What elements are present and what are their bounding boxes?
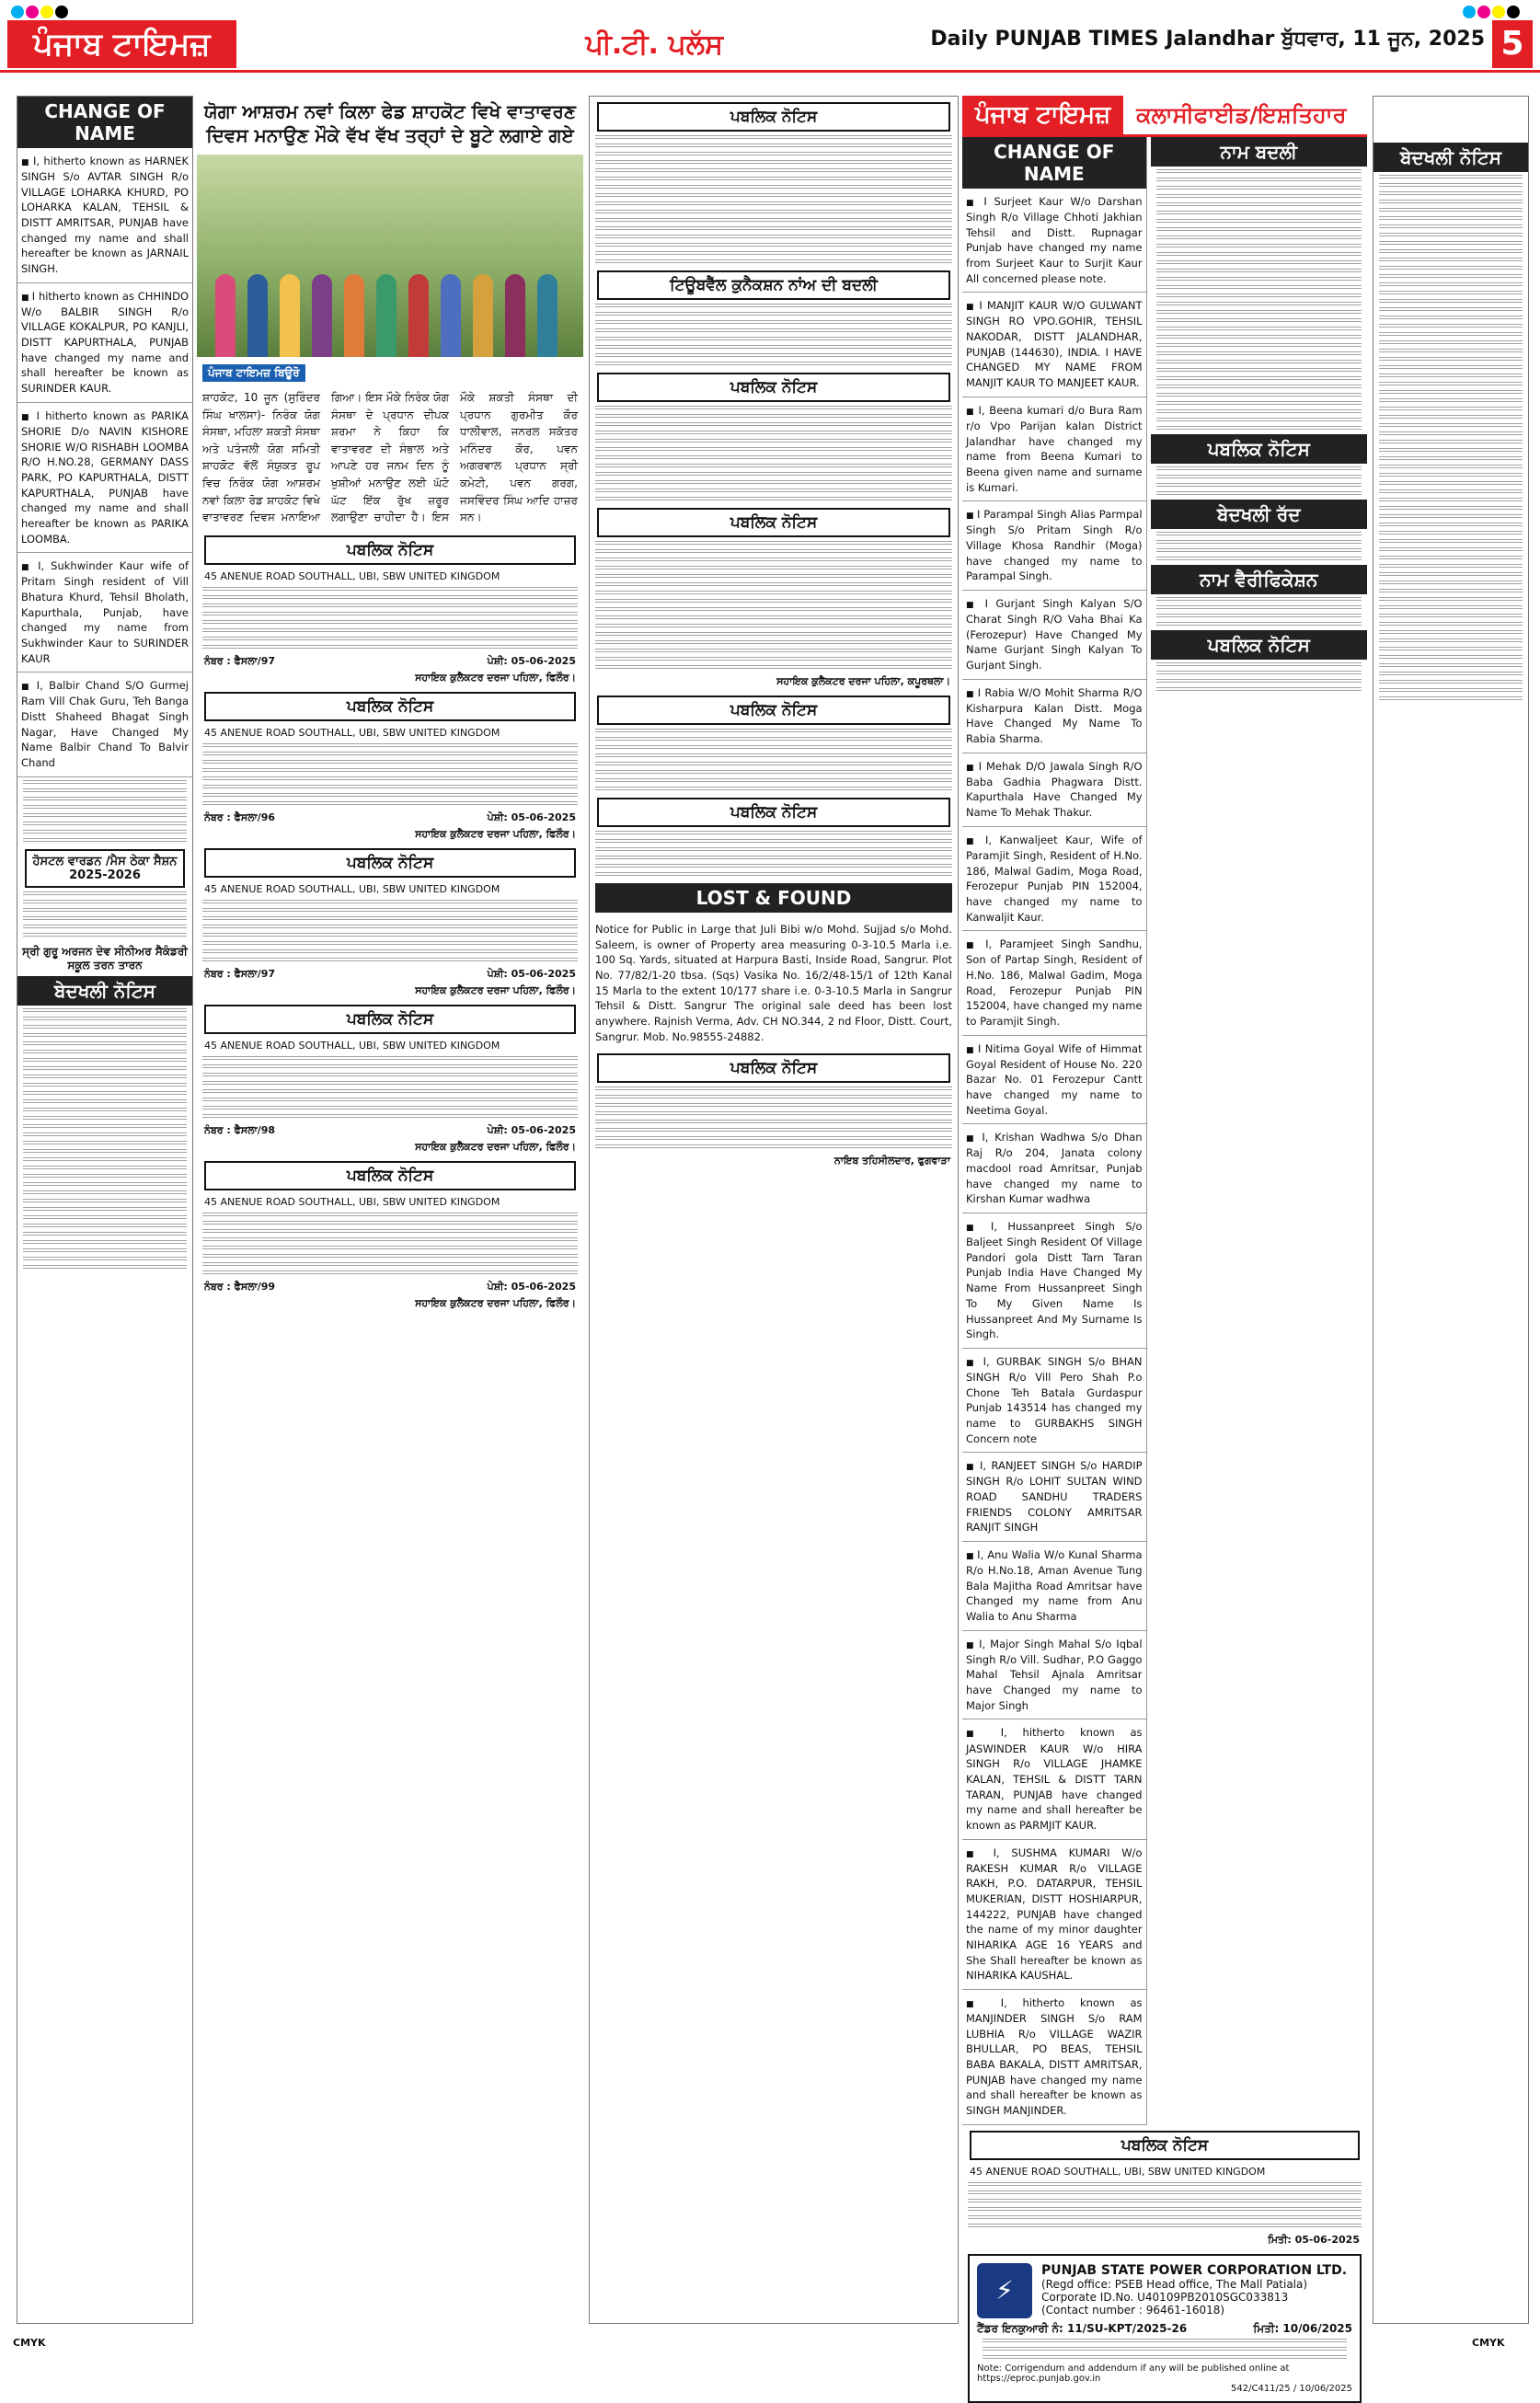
notice-item: ■ I, Paramjeet Singh Sandhu, Son of Partap Singh, Resident of H.No. 186, Malwal Gadim, Moga Road, Ferozepur Punjab PIN 152004, have changed my name to Paramjit Singh. [962,931,1146,1035]
notice-item: ■ I hitherto known as PARIKA SHORIE D/o NAVIN KISHORE SHORIE W/O RISHABH LOOMBA R/O H.NO.28, GERMANY DASS PARK, PO KAPURTHALA, DISTT KAPURTHALA, PUNJAB have changed my name and shall hereafter be known as PARIKA LOOMBA. [17,403,192,553]
change-of-name-title: CHANGE OF NAME [17,97,192,148]
bedakhli-radd-title: ਬੇਦਖਲੀ ਰੱਦ [1151,500,1367,529]
brand-logo: ਪੰਜਾਬ ਟਾਇਮਜ਼ [7,20,236,68]
public-notice-title: ਪਬਲਿਕ ਨੋਟਿਸ [204,848,576,878]
notice-date: ਪੇਸ਼ੀ: 05-06-2025 [487,654,576,667]
pspcl-date: ਮਿਤੀ: 10/06/2025 [1253,2321,1352,2335]
notice-item: ■ I, Kanwaljeet Kaur, Wife of Paramjit Singh, Resident of H.No. 186, Malwal Gadim, Moga Road, Ferozepur Punjab PIN 152004, have changed my name to Kanwaljit Kaur. [962,827,1146,931]
column-public-notices [589,96,959,2324]
public-notice-title: ਪਬਲਿਕ ਨੋਟਿਸ [597,798,950,827]
authority: ਸਹਾਇਕ ਕੁਲੈਕਟਰ ਦਰਜਾ ਪਹਿਲਾ, ਫਿਲੌਰ। [415,1140,576,1153]
hostel-title: ਹੋਸਟਲ ਵਾਰਡਨ /ਮੈਸ ਠੇਕਾ ਸੈਸ਼ਨ 2025-2026 [25,849,185,888]
news-photo [197,155,583,357]
notice-ref: ਨੰਬਰ : ਫੈਸਲਾ/97 [204,967,276,980]
notice-item: ■ I, hitherto known as HARNEK SINGH S/o AVTAR SINGH R/o VILLAGE LOHARKA KHURD, PO LOHARKA KALAN, TEHSIL & DISTT AMRITSAR, PUNJAB have changed my name and shall hereafter be known as JARNAIL SINGH. [17,148,192,283]
notice-ref: ਨੰਬਰ : ਫੈਸਲਾ/97 [204,654,276,667]
address-line: 45 ANENUE ROAD SOUTHALL, UBI, SBW UNITED KINGDOM [204,1039,500,1052]
public-notice-title: ਪਬਲਿਕ ਨੋਟਿਸ [597,508,950,537]
notice-item: ■ I Parampal Singh Alias Parmpal Singh S/o Pritam Singh R/o Village Khosa Randhir (Moga) have changed my name to Parampal Singh. [962,501,1146,591]
public-notice-title: ਪਬਲਿਕ ਨੋਟਿਸ [597,696,950,725]
bedakhli-title: ਬੇਦਖਲੀ ਨੋਟਿਸ [1373,143,1528,172]
notice-item: ■ I Rabia W/O Mohit Sharma R/O Kisharpura Kalan Distt. Moga Have Changed My Name To Rabia Sharma. [962,680,1146,753]
naam-badli-title: ਨਾਮ ਬਦਲੀ [1151,137,1367,167]
notice-item: ■ I, Krishan Wadhwa S/o Dhan Raj R/o 204, Janata colony macdool road Amritsar, Punjab have changed my name to Kirshan Kumar wadhwa [962,1124,1146,1213]
public-notice-title: ਪਬਲਿਕ ਨੋਟਿਸ [597,373,950,402]
pspcl-corp-id: Corporate ID.No. U40109PB2010SGC033813 [1041,2290,1289,2304]
footer-mark-left: CMYK [13,2337,46,2349]
registration-mark-left [11,6,70,18]
change-of-name-title: CHANGE OF NAME [962,137,1146,189]
pspcl-note: Note: Corrigendum and addendum if any will be published online at https://eproc.punjab.gov.in [977,2363,1290,2384]
notice-date: ਪੇਸ਼ੀ: 05-06-2025 [487,1280,576,1293]
notice-ref: ਨੰਬਰ : ਫੈਸਲਾ/98 [204,1123,276,1136]
page-number: 5 [1492,20,1533,68]
registration-mark-right [1463,6,1522,18]
notice-item: ■ I, hitherto known as MANJINDER SINGH S/o RAM LUBHIA R/o VILLAGE WAZIR BHULLAR, PO BEAS, TEHSIL BABA BAKALA, DISTT AMRITSAR, PUNJAB have changed my name and shall hereafter be known as SINGH MANJINDER. [962,1990,1146,2125]
public-notice-title: ਪਬਲਿਕ ਨੋਟਿਸ [970,2131,1360,2160]
public-notice-title: ਪਬਲਿਕ ਨੋਟਿਸ [204,1005,576,1034]
pspcl-contact: (Contact number : 96461-16018) [1041,2303,1225,2317]
authority: ਸਹਾਇਕ ਕੁਲੈਕਟਰ ਦਰਜਾ ਪਹਿਲਾ, ਫਿਲੌਰ। [415,983,576,996]
signature: ਸਹਾਇਕ ਕੁਲੈਕਟਰ ਦਰਜਾ ਪਹਿਲਾ, ਕਪੂਰਥਲਾ। [776,675,950,687]
lost-found-title: LOST & FOUND [595,883,952,913]
notice-item: ■ I, Sukhwinder Kaur wife of Pritam Singh resident of Vill Bhatura Khurd, Tehsil Bholath, Kapurthala, Punjab, have changed my name from Sukhwinder Kaur to SURINDER KAUR [17,553,192,673]
notice-date: ਪੇਸ਼ੀ: 05-06-2025 [487,967,576,980]
authority: ਸਹਾਇਕ ਕੁਲੈਕਟਰ ਦਰਜਾ ਪਹਿਲਾ, ਫਿਲੌਰ। [415,1296,576,1309]
public-notice-title: ਪਬਲਿਕ ਨੋਟਿਸ [204,535,576,565]
authority: ਸਹਾਇਕ ਕੁਲੈਕਟਰ ਦਰਜਾ ਪਹਿਲਾ, ਫਿਲੌਰ। [415,671,576,684]
public-notice-title: ਪਬਲਿਕ ਨੋਟਿਸ [204,1161,576,1190]
notice-item: ■ I Surjeet Kaur W/o Darshan Singh R/o Village Chhoti Jakhian Tehsil and Distt. Rupnagar Punjab have changed my name from Surjeet Kaur to Surjit Kaur All concerned please note. [962,189,1146,293]
masthead [0,20,1540,68]
lightning-icon: ⚡ [977,2263,1032,2318]
signature: ਨਾਇਬ ਤਹਿਸੀਲਦਾਰ, ਫੁਗਵਾੜਾ [833,1155,950,1167]
notice-item: ■ I, Anu Walia W/o Kunal Sharma R/o H.No.18, Aman Avenue Tung Bala Majitha Road Amritsar have Changed my name from Anu Walia to Anu Sharma [962,1542,1146,1631]
news-body: ਸ਼ਾਹਕੋਟ, 10 ਜੂਨ (ਸੁਰਿੰਦਰ ਸਿੰਘ ਖਾਲਸਾ)- ਨਿਰੰਕ ਯੋਗ ਸੰਸਥਾ, ਮਹਿਲਾ ਸ਼ਕਤੀ ਸੰਸਥਾ ਅਤੇ ਪਤੰਜਲੀ ਯੋਗ ਸਮਿਤੀ ਸ਼ਾਹਕੋਟ ਵੱਲੋਂ ਸੰਯੁਕਤ ਰੂਪ ਵਿਚ ਨਿਰੰਕ ਯੋਗ ਆਸ਼ਰਮ ਨਵਾਂ ਕਿਲਾ ਰੋਡ ਸ਼ਾਹਕੋਟ ਵਿਖੇ ਵਾਤਾਵਰਣ ਦਿਵਸ ਮਨਾਇਆ ਗਿਆ। ਇਸ ਮੌਕੇ ਨਿਰੰਕ ਯੋਗ ਸੰਸਥਾ ਦੇ ਪ੍ਰਧਾਨ ਦੀਪਕ ਸ਼ਰਮਾ ਨੇ ਕਿਹਾ ਕਿ ਵਾਤਾਵਰਣ ਦੀ ਸੰਭਾਲ ਅਤੇ ਆਪਣੇ ਹਰ ਜਨਮ ਦਿਨ ਨੂੰ ਖੁਸ਼ੀਆਂ ਮਨਾਉਣ ਲਈ ਘੱਟੋ ਘੱਟ ਇੱਕ ਰੁੱਖ ਜ਼ਰੂਰ ਲਗਾਉਣਾ ਚਾਹੀਦਾ ਹੈ। ਇਸ ਮੌਕੇ ਸ਼ਕਤੀ ਸੰਸਥਾ ਦੀ ਪ੍ਰਧਾਨ ਗੁਰਮੀਤ ਕੌਰ ਧਾਲੀਵਾਲ, ਜਨਰਲ ਸਕੱਤਰ ਮਨਿੰਦਰ ਕੌਰ, ਪਵਨ ਅਗਰਵਾਲ ਪ੍ਰਧਾਨ ਸ੍ਰੀ ਕਮੇਟੀ, ਪਵਨ ਗਰਗ, ਜਸਵਿੰਦਰ ਸਿੰਘ ਆਦਿ ਹਾਜ਼ਰ ਸਨ। [202,391,578,524]
notice-item: ■ I, Major Singh Mahal S/o Iqbal Singh R/o Vill. Sudhar, P.O Gaggo Mahal Tehsil Ajnala Amritsar have Changed my name to Major Singh [962,1631,1146,1720]
lost-found-text: Notice for Public in Large that Juli Bibi w/o Mohd. Sujjad s/o Mohd. Saleem, is owner of Property area measuring 0-3-10.5 Marla i.e. 100 Sq. Yards, situated at Harpura Basti, Inside Road, Sangrur. Plot No. 77/82/1-20 tbsa. (Sqs) Vasika No. 16/2/48-15/1 of 12th Kanal 15 Marla to the extent 10/177 share i.e. 0-3-10.5 Marla in Sangrur Tehsil & Distt. Sangrur The original sale deed has been lost anywhere. Rajnish Verma, Adv. CH NO.344, 2 nd Floor, Distt. Court, Sangrur. Mob. No.98555-24882. [595,923,952,1043]
address-line: 45 ANENUE ROAD SOUTHALL, UBI, SBW UNITED KINGDOM [204,1195,500,1208]
dateline: Daily PUNJAB TIMES Jalandhar ਬੁੱਧਵਾਰ, 11 ਜੂਨ, 2025 [930,28,1485,51]
tubewell-title: ਟਿਊਬਵੈੱਲ ਕੁਨੈਕਸ਼ਨ ਨਾਂਅ ਦੀ ਬਦਲੀ [597,270,950,300]
classified-section: ਕਲਾਸੀਫਾਈਡ/ਇਸ਼ਤਿਹਾਰ [1136,102,1347,128]
byline-badge: ਪੰਜਾਬ ਟਾਇਮਜ਼ ਬਿਊਰੋ [202,364,305,382]
address-line: 45 ANENUE ROAD SOUTHALL, UBI, SBW UNITED KINGDOM [970,2165,1266,2178]
pspcl-tender-no: ਟੈਂਡਰ ਇਨਕੁਆਰੀ ਨੰ: 11/SU-KPT/2025-26 [977,2321,1188,2335]
notice-item: ■ I, SUSHMA KUMARI W/o RAKESH KUMAR R/o VILLAGE RAKH, P.O. DATARPUR, TEHSIL MUKERIAN, DISTT HOSHIARPUR, 144222, PUNJAB have changed the name of my minor daughter NIHARIKA AGE 16 YEARS and She Shall hereafter be known as NIHARIKA KAUSHAL. [962,1840,1146,1990]
section-title: ਪੀ.ਟੀ. ਪਲੱਸ [585,28,724,61]
notice-date: ਪੇਸ਼ੀ: 05-06-2025 [487,811,576,823]
notice-date: ਪੇਸ਼ੀ: 05-06-2025 [487,1123,576,1136]
notice-item: ■ I Nitima Goyal Wife of Himmat Goyal Resident of House No. 220 Bazar No. 01 Ferozepur Cantt have changed my name to Neetima Goyal. [962,1036,1146,1125]
notice-item: ■ I Mehak D/O Jawala Singh R/O Baba Gadhia Phagwara Distt. Kapurthala Have Changed My Name To Mehak Thakur. [962,753,1146,827]
address-line: 45 ANENUE ROAD SOUTHALL, UBI, SBW UNITED KINGDOM [204,726,500,739]
notice-item: ■ I, Beena kumari d/o Bura Ram r/o Vpo Parijan kalan District Jalandhar have changed my name from Beena Kumari to Beena given name and surname is Kumari. [962,397,1146,501]
header-rule [0,70,1540,73]
classified-header [962,96,1367,137]
pspcl-name: PUNJAB STATE POWER CORPORATION LTD. [1041,2262,1348,2278]
footer-mark-right: CMYK [1472,2337,1505,2349]
school-name: ਸ੍ਰੀ ਗੁਰੂ ਅਰਜਨ ਦੇਵ ਸੀਨੀਅਰ ਸੈਕੰਡਰੀ ਸਕੂਲ ਤਰਨ ਤਾਰਨ [22,944,188,972]
notice-item: ■ I, Hussanpreet Singh S/o Baljeet Singh Resident Of Village Pandori gola Distt Tarn Taran Punjab India Have Changed My Name From Hussanpreet Singh To My Given Name Is Hussanpreet And My Surname Is Singh. [962,1213,1146,1349]
pspcl-office: (Regd office: PSEB Head office, The Mall Patiala) [1041,2277,1308,2291]
notice-date: ਮਿਤੀ: 05-06-2025 [1268,2233,1360,2246]
notice-item: ■ I, RANJEET SINGH S/o HARDIP SINGH R/o LOHIT SULTAN WIND ROAD SANDHU TRADERS FRIENDS COLONY AMRITSAR RANJIT SINGH [962,1453,1146,1542]
public-notice-title: ਪਬਲਿਕ ਨੋਟਿਸ [597,102,950,132]
public-notice-title: ਪਬਲਿਕ ਨੋਟਿਸ [204,692,576,721]
bedakhli-title: ਬੇਦਖਲੀ ਨੋਟਿਸ [17,976,192,1006]
notice-item: ■ I MANJIT KAUR W/O GULWANT SINGH RO VPO.GOHIR, TEHSIL NAKODAR, DISTT JALANDHAR, PUNJAB (144630), INDIA. I HAVE CHANGED MY NAME FROM MANJIT KAUR TO MANJEET KAUR. [962,293,1146,397]
address-line: 45 ANENUE ROAD SOUTHALL, UBI, SBW UNITED KINGDOM [204,882,500,895]
public-notice-title: ਪਬਲਿਕ ਨੋਟਿਸ [1151,434,1367,464]
authority: ਸਹਾਇਕ ਕੁਲੈਕਟਰ ਦਰਜਾ ਪਹਿਲਾ, ਫਿਲੌਰ। [415,827,576,840]
notice-item: ■ I, GURBAK SINGH S/o BHAN SINGH R/o Vill Pero Shah P.o Chone Teh Batala Gurdaspur Punjab 143514 has changed my name to GURBAKHS SINGH Concern note [962,1349,1146,1453]
pspcl-footer-ref: 542/C411/25 / 10/06/2025 [1231,2383,1352,2394]
column-news-and-notices [197,96,583,2322]
notice-item: ■ I Gurjant Singh Kalyan S/O Charat Singh R/O Vaha Bhai Ka (Ferozepur) Have Changed My Name Gurjant Singh Kalyan To Gurjant Singh. [962,591,1146,680]
notice-ref: ਨੰਬਰ : ਫੈਸਲਾ/96 [204,811,276,823]
notice-ref: ਨੰਬਰ : ਫੈਸਲਾ/99 [204,1280,276,1293]
notice-item: ■ I, hitherto known as JASWINDER KAUR W/o HIRA SINGH R/o VILLAGE JHAMKE KALAN, TEHSIL & DISTT TARN TARAN, PUNJAB have changed my name and shall hereafter be known as PARMJIT KAUR. [962,1719,1146,1839]
notice-item: ■ I hitherto known as CHHINDO W/o BALBIR SINGH R/o VILLAGE KOKALPUR, PO KANJLI, DISTT KAPURTHALA, PUNJAB have changed my name and shall hereafter be known as SURINDER KAUR. [17,283,192,403]
public-notice-title: ਪਬਲਿਕ ਨੋਟਿਸ [1151,630,1367,660]
classified-brand: ਪੰਜਾਬ ਟਾਇਮਜ਼ [962,96,1123,134]
notice-item: ■ I, Balbir Chand S/O Gurmej Ram Vill Chak Guru, Teh Banga Distt Shaheed Bhagat Singh Nagar, Have Changed My Name Balbir Chand To Balvir Chand [17,673,192,776]
public-notice-title: ਪਬਲਿਕ ਨੋਟਿਸ [597,1053,950,1083]
naam-verification-title: ਨਾਮ ਵੈਰੀਫਿਕੇਸ਼ਨ [1151,565,1367,594]
column-classifieds [962,96,1367,2394]
address-line: 45 ANENUE ROAD SOUTHALL, UBI, SBW UNITED KINGDOM [204,569,500,582]
pspcl-tender [968,2254,1362,2403]
news-headline: ਯੋਗਾ ਆਸ਼ਰਮ ਨਵਾਂ ਕਿਲਾ ਫੇਡ ਸ਼ਾਹਕੋਟ ਵਿਖੇ ਵਾਤਾਵਰਣ ਦਿਵਸ ਮਨਾਉਣ ਮੌਕੇ ਵੱਖ ਵੱਖ ਤਰ੍ਹਾਂ ਦੇ ਬੂਟੇ ਲਗਾਏ ਗਏ [204,100,576,146]
column-change-of-name [17,96,193,2324]
column-eviction-notices [1373,96,1529,2324]
